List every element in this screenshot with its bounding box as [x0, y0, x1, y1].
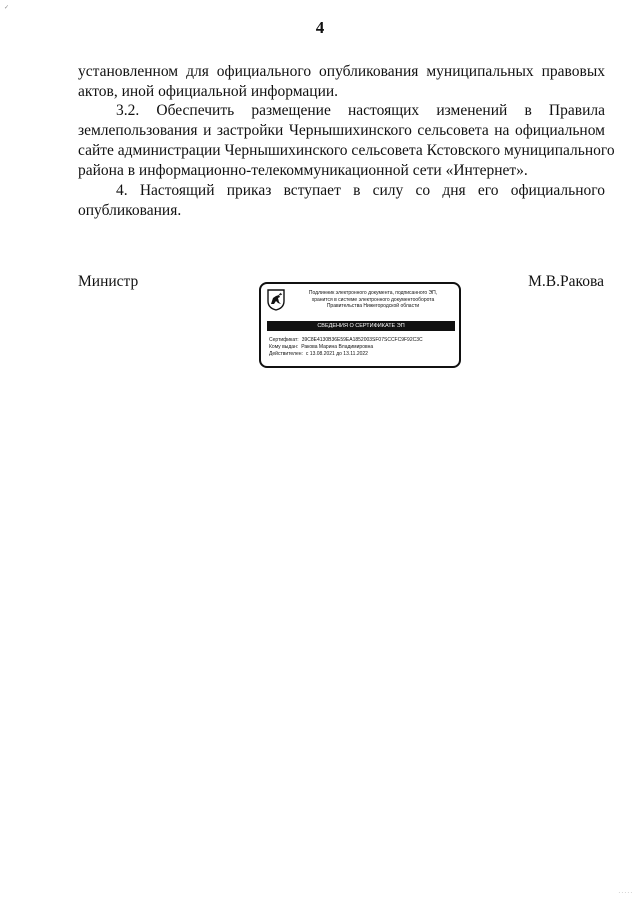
- valid-label: Действителен:: [269, 351, 303, 357]
- certificate-details: [269, 337, 455, 358]
- scan-footer-mark: . . . . .: [618, 889, 632, 895]
- electronic-signature-stamp: [259, 282, 461, 368]
- valid-value: с 13.08.2021 до 13.11.2022: [305, 351, 368, 357]
- paragraph-line: района в информационно-телекоммуникационной сети «Интернет».: [78, 162, 528, 179]
- paragraph-item-3-2: [78, 101, 615, 181]
- paragraph-line: опубликования.: [78, 202, 182, 219]
- stamp-header: [289, 290, 457, 310]
- stamp-header-line: хранится в системе электронного документооборота: [311, 296, 435, 303]
- issued-to-value: Ракова Марина Владимировна: [301, 344, 374, 350]
- paragraph-line: установленном для официального опубликования муниципальных правовых: [78, 63, 605, 80]
- paragraph-line: сайте администрации Чернышихинского сельсовета Кстовского муниципального: [78, 142, 615, 159]
- paragraph-line: землепользования и застройки Чернышихинского сельсовета на официальном: [78, 122, 605, 139]
- paragraph-publication: [78, 62, 605, 102]
- paragraph-line: актов, иной официальной информации.: [78, 83, 339, 100]
- scan-corner-mark: ✓: [4, 5, 10, 11]
- nizhny-novgorod-coat-of-arms-icon: [267, 289, 285, 311]
- signature-name: М.В.Ракова: [528, 273, 604, 290]
- signature-title: Министр: [78, 273, 139, 290]
- certificate-row: [269, 337, 455, 344]
- issued-to-row: [269, 344, 455, 351]
- paragraph-item-4: [78, 181, 605, 221]
- stamp-header-line: Правительства Нижегородской области: [326, 303, 420, 309]
- valid-row: [269, 351, 455, 358]
- page-number: 4: [315, 18, 325, 37]
- certificate-info-bar: СВЕДЕНИЯ О СЕРТИФИКАТЕ ЭП: [267, 321, 455, 331]
- certificate-value: 39C8E4130B36E59EA1852003SF07SCCFC9F92C3C: [301, 337, 423, 343]
- issued-to-label: Кому выдан:: [269, 344, 299, 350]
- paragraph-line: 3.2. Обеспечить размещение настоящих изменений в Правила: [116, 102, 605, 119]
- paragraph-line: 4. Настоящий приказ вступает в силу со дня его официального: [116, 182, 605, 199]
- stamp-header-line: Подлинник электронного документа, подписанного ЭП,: [308, 290, 438, 296]
- certificate-label: Сертификат:: [269, 337, 299, 343]
